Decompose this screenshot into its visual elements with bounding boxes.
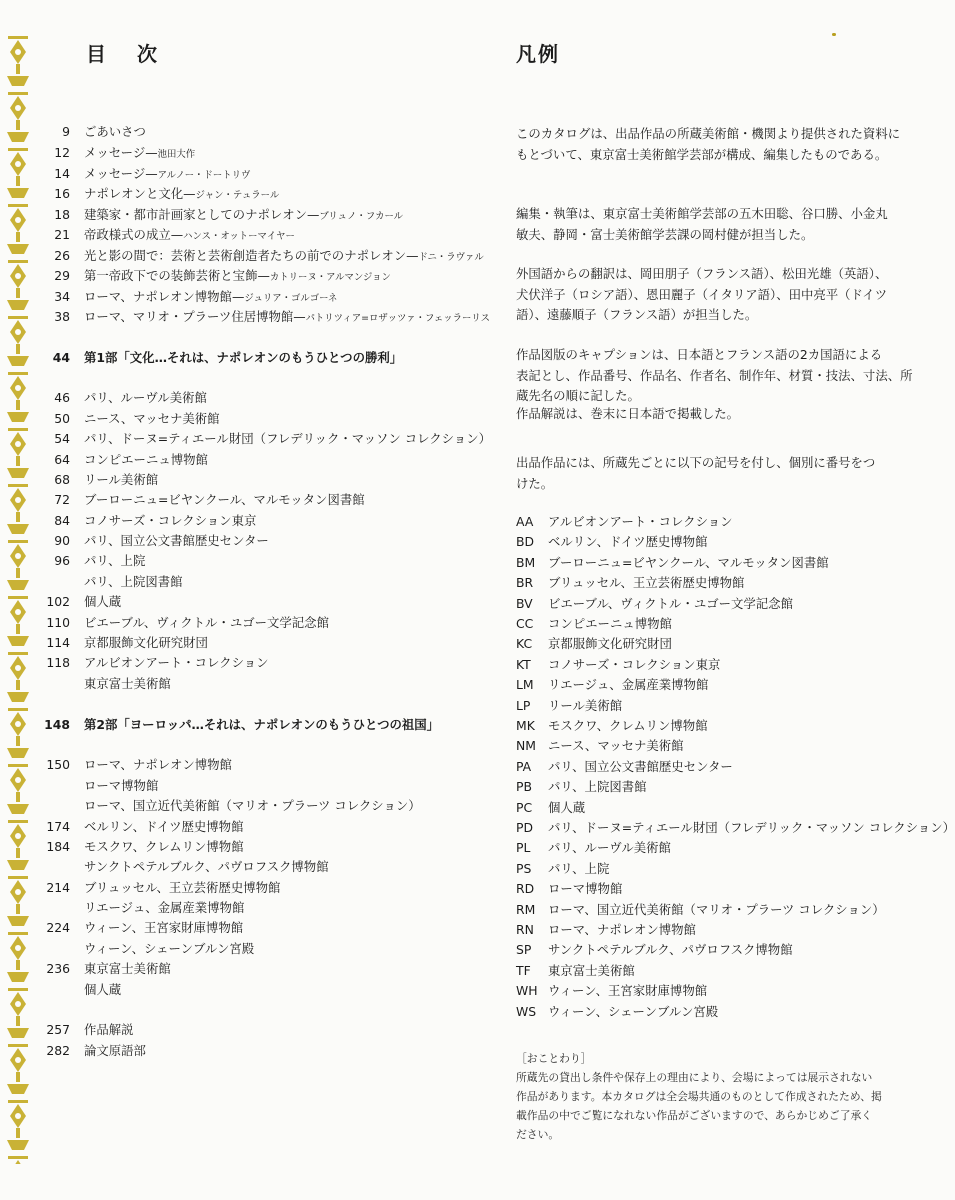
toc-page-number: 236 [46,961,70,976]
legend-paragraph-line: けた。 [516,475,554,491]
collection-code-row [516,716,708,736]
toc-entry-title: ベルリン、ドイツ歴史博物館 [84,819,244,834]
toc-entry-title: 第1部「文化…それは、ナポレオンのもうひとつの勝利」 [84,350,403,365]
collection-code-row [516,900,885,920]
legend-paragraph [516,204,888,245]
toc-entry [36,817,243,837]
collection-name: コノサーズ・コレクション東京 [548,656,721,672]
toc-entry-title: コンピエーニュ博物館 [84,452,208,467]
disclaimer-line: 載作品の中でご覧になれない作品がございますので、あらかじめご了承く [516,1109,873,1122]
collection-name: ビエーブル、ヴィクトル・ユゴー文学記念館 [548,595,793,611]
collection-name: 京都服飾文化研究財団 [548,636,672,652]
collection-name: パリ、上院 [548,860,610,876]
collection-code-row [516,634,672,654]
toc-page-number: 34 [54,289,70,304]
disclaimer-heading: ［おことわり］ [516,1052,592,1065]
collection-code: BM [516,554,536,570]
toc-entry [36,1041,146,1061]
toc-entry-title: パリ、上院 [84,553,146,568]
legend-paragraph-line: 編集・執筆は、東京富士美術館学芸部の五木田聡、谷口勝、小金丸 [516,206,888,221]
toc-entry-title: 京都服飾文化研究財団 [84,635,208,650]
toc-entry-author: アルノー・ドートリヴ [157,170,251,181]
toc-page-number: 257 [46,1022,70,1037]
toc-entry [36,266,391,286]
disclaimer-line: 作品があります。本カタログは全会場共通のものとして作成されたため、掲 [516,1090,882,1103]
collection-code-row [516,818,955,838]
toc-entry-title: ニース、マッセナ美術館 [84,411,220,426]
collection-code: MK [516,718,535,733]
collection-code: PD [516,820,534,835]
toc-entry-author: ジュリア・ゴルゴーネ [244,293,338,304]
toc-entry-title: 作品解説 [84,1022,134,1037]
collection-code: SP [516,942,532,958]
legend-paragraph-line: 作品解説は、巻末に日本語で掲載した。 [516,406,740,421]
legend-paragraph [516,264,887,326]
collection-code: PL [516,840,531,856]
collection-code-row [516,859,609,879]
collection-code: WH [516,983,538,999]
collection-code: PC [516,799,533,815]
collection-name: ブリュッセル、王立芸術歴史博物館 [548,575,745,591]
collection-code-row [516,553,829,573]
collection-name: ウィーン、王宮家財庫博物館 [548,983,708,999]
toc-entry-title: ウィーン、シェーンブルン宮殿 [84,941,255,956]
ornament-pattern-icon [4,34,32,1164]
toc-entry-title: メッセージ— [84,145,158,160]
collection-code: CC [516,616,534,631]
toc-entry [36,287,337,307]
collection-name: 東京富士美術館 [548,962,635,978]
legend-paragraph-line: 語）、遠藤順子（フランス語）が担当した。 [516,307,758,322]
toc-entry-title: リール美術館 [84,472,159,487]
toc-page-number: 114 [46,635,70,650]
toc-entry-title: ローマ、国立近代美術館（マリオ・プラーツ コレクション） [84,798,421,813]
toc-page-number: 96 [54,553,70,568]
toc-entry [36,205,403,225]
toc-page-number: 12 [54,145,70,160]
toc-entry [36,470,158,490]
collection-name: モスクワ、クレムリン博物館 [548,718,708,733]
toc-entry-title: リエージュ、金属産業博物館 [84,900,245,915]
toc-entry-title: ローマ、ナポレオン博物館 [84,757,232,772]
toc-entry [36,409,220,429]
toc-entry-title: ローマ博物館 [84,778,159,793]
legend-paragraph [516,404,739,425]
toc-page-number: 282 [46,1043,70,1058]
toc-page-number: 16 [54,186,70,201]
collection-code-row [516,777,647,797]
collection-name: リエージュ、金属産業博物館 [548,677,709,693]
toc-entry-author: 池田大作 [157,149,196,160]
toc-entry [36,878,280,898]
toc-entry [36,225,295,245]
toc-entry-title: ブリュッセル、王立芸術歴史博物館 [84,880,281,895]
collection-code-row [516,594,793,614]
toc-page-number: 102 [46,594,70,609]
toc-entry [36,898,244,918]
collection-code-row [516,736,684,756]
collection-code: BR [516,575,534,591]
toc-entry-author: ジャン・テュラール [195,190,280,201]
toc-page-number: 90 [54,533,70,548]
toc-page-number: 44 [52,350,70,365]
legend-paragraph-line: 蔵先名の順に記した。 [516,388,640,403]
toc-page-number: 46 [54,390,70,405]
toc-entry [36,490,365,510]
toc-entry [36,348,402,368]
collection-code: BD [516,534,535,550]
toc-entry [36,450,208,470]
toc-page-number: 21 [54,227,70,242]
toc-entry-title: 東京富士美術館 [84,961,171,976]
toc-entry-title: サンクトペテルブルク、パヴロフスク博物館 [84,859,329,874]
collection-name: パリ、ドーヌ=ティエール財団（フレデリック・マッソン コレクション） [548,820,955,835]
disclaimer-line: 所蔵先の貸出し条件や保存上の理由により、会場によっては展示されない [516,1071,873,1084]
toc-page-number: 29 [54,268,70,283]
toc-entry-title: 帝政様式の成立— [84,227,184,242]
toc-entry [36,388,207,408]
toc-entry-title: 論文原語部 [84,1043,146,1058]
toc-entry-title: ブーローニュ=ビヤンクール、マルモッタン図書館 [84,492,365,507]
collection-code-row [516,532,707,552]
toc-entry [36,755,232,775]
collection-code-row [516,757,733,777]
toc-entry [36,164,250,184]
collection-code-row [516,655,720,675]
collection-name: コンピエーニュ博物館 [548,616,672,631]
toc-entry [36,959,171,979]
disclaimer-line: ださい。 [516,1128,560,1141]
toc-page-number: 224 [46,920,70,935]
legend-title: 凡例 [516,42,560,66]
collection-name: ニース、マッセナ美術館 [548,738,684,754]
collection-code-row [516,675,708,695]
toc-page-number: 72 [54,492,70,507]
toc-entry-title: ビエーブル、ヴィクトル・ユゴー文学記念館 [84,615,329,630]
collection-name: アルビオンアート・コレクション [548,514,733,529]
toc-entry-title: 個人蔵 [84,594,122,609]
toc-entry-title: パリ、国立公文書館歴史センター [84,533,269,548]
toc-entry-author: ドニ・ラヴァル [418,252,484,263]
toc-entry-title: メッセージ— [84,166,158,181]
legend-paragraph-line: 表記とし、作品番号、作品名、作者名、制作年、材質・技法、寸法、所 [516,367,913,383]
disclaimer-note [516,1049,882,1144]
collection-code-row [516,573,744,593]
toc-page-number: 18 [54,207,70,222]
toc-entry-title: ローマ、ナポレオン博物館— [84,289,245,304]
toc-entry [36,531,269,551]
collection-code: BV [516,595,533,611]
legend-paragraph [516,453,875,494]
toc-entry [36,592,121,612]
toc-page-number: 68 [54,472,70,487]
toc-page-number: 184 [46,839,70,854]
toc-entry [36,715,439,735]
toc-page-number: 118 [46,655,70,670]
toc-entry-title: 東京富士美術館 [84,676,171,691]
collection-code: RN [516,922,534,937]
toc-entry-title: ローマ、マリオ・プラーツ住居博物館— [84,309,306,324]
toc-entry [36,143,195,163]
toc-entry-title: ナポレオンと文化— [84,186,196,201]
collection-code-row [516,961,635,981]
collection-code: WS [516,1003,537,1019]
toc-page-number: 26 [54,248,70,263]
toc-entry [36,246,484,266]
collection-name: サンクトペテルブルク、パヴロフスク博物館 [548,942,793,958]
toc-entry-title: パリ、上院図書館 [84,574,183,589]
toc-entry-author: ブリュノ・フカール [319,211,404,222]
toc-entry [36,511,256,531]
toc-entry [36,776,158,796]
toc-entry [36,918,243,938]
collection-code: RM [516,901,536,917]
toc-page-number: 64 [54,452,70,467]
toc-page-number: 148 [44,717,70,732]
collection-code-row [516,838,671,858]
toc-page-number: 214 [46,880,70,895]
toc-entry [36,653,269,673]
collection-name: ローマ、ナポレオン博物館 [548,922,696,937]
toc-page-number: 54 [54,431,70,446]
toc-entry [36,572,183,592]
collection-code-row [516,614,672,634]
legend-paragraph-line: 作品図版のキャプションは、日本語とフランス語の2カ国語による [516,347,883,362]
toc-entry-author: ハンス・オットーマイヤー [183,231,295,242]
collection-name: ローマ博物館 [548,881,623,897]
toc-entry [36,837,244,857]
toc-entry-title: 第2部「ヨーロッパ…それは、ナポレオンのもうひとつの祖国」 [84,717,440,732]
toc-page-number: 110 [46,615,70,630]
collection-name: ベルリン、ドイツ歴史博物館 [548,534,708,550]
collection-code-row [516,696,622,716]
toc-entry-title: 光と影の間で：芸術と芸術創造者たちの前でのナポレオン— [84,248,419,263]
toc-entry-author: パトリツィア=ロザッツァ・フェッラーリス [305,313,490,324]
collection-code-row [516,920,696,940]
toc-title: 目 次 [86,42,169,66]
toc-entry [36,429,491,449]
collection-code: RD [516,881,535,897]
legend-paragraph-line: 敏夫、静岡・富士美術館学芸課の岡村健が担当した。 [516,226,814,242]
toc-entry [36,939,254,959]
collection-code-row [516,940,793,960]
toc-entry-title: コノサーズ・コレクション東京 [84,513,257,528]
toc-page-number: 14 [54,166,70,181]
toc-entry [36,184,279,204]
collection-code: KT [516,656,531,672]
toc-page-number: 38 [54,309,70,324]
toc-entry [36,674,171,694]
toc-page-number: 84 [54,513,70,528]
collection-code: KC [516,636,533,652]
collection-code-row [516,981,707,1001]
collection-code: TF [516,962,531,978]
legend-paragraph [516,345,913,407]
toc-entry-title: 第一帝政下での装飾芸術と宝飾— [84,268,270,283]
collection-code-row [516,879,622,899]
toc-entry [36,633,208,653]
collection-code-row [516,798,585,818]
collection-code: LM [516,677,534,693]
collection-name: リール美術館 [548,697,623,713]
toc-entry [36,1020,134,1040]
legend-paragraph-line: もとづいて、東京富士美術館学芸部が構成、編集したものである。 [516,146,888,162]
collection-code: NM [516,738,536,754]
toc-page-number: 9 [62,124,70,139]
print-mark [832,33,836,36]
decorative-border [0,0,34,1200]
legend-paragraph-line: このカタログは、出品作品の所蔵美術館・機関より提供された資料に [516,126,901,141]
collection-name: ブーローニュ=ビヤンクール、マルモッタン図書館 [548,554,829,570]
collection-name: パリ、上院図書館 [548,779,647,795]
toc-entry-title: パリ、ドーヌ=ティエール財団（フレデリック・マッソン コレクション） [84,431,491,446]
toc-page-number: 50 [54,411,70,426]
toc-entry-title: 個人蔵 [84,982,122,997]
toc-entry-title: モスクワ、クレムリン博物館 [84,839,244,854]
toc-entry-title: アルビオンアート・コレクション [84,655,269,670]
collection-code-row [516,1002,718,1022]
toc-entry-title: ごあいさつ [84,124,146,139]
collection-code: PS [516,860,532,876]
toc-entry-title: パリ、ルーヴル美術館 [84,390,207,405]
toc-page-number: 174 [46,819,70,834]
toc-entry [36,551,145,571]
legend-paragraph [516,124,900,165]
collection-code: PB [516,779,532,795]
toc-entry [36,796,421,816]
toc-entry [36,613,329,633]
collection-code-row [516,512,733,532]
toc-entry [36,980,121,1000]
toc-entry-author: カトリーヌ・アルマンジョン [269,272,391,283]
collection-name: ウィーン、シェーンブルン宮殿 [548,1003,719,1019]
collection-code: AA [516,514,534,529]
toc-entry [36,307,490,327]
collection-code: LP [516,697,531,713]
toc-page-number: 150 [46,757,70,772]
collection-name: パリ、ルーヴル美術館 [548,840,671,856]
toc-entry [36,857,329,877]
toc-entry-title: ウィーン、王宮家財庫博物館 [84,920,244,935]
collection-code: PA [516,758,532,774]
legend-paragraph-line: 出品作品には、所蔵先ごとに以下の記号を付し、個別に番号をつ [516,455,876,470]
collection-name: 個人蔵 [548,799,586,815]
collection-name: パリ、国立公文書館歴史センター [548,758,733,774]
toc-entry [36,122,146,142]
toc-entry-title: 建築家・都市計画家としてのナポレオン— [84,207,320,222]
legend-paragraph-line: 外国語からの翻訳は、岡田朋子（フランス語）、松田光雄（英語）、 [516,266,888,281]
legend-paragraph-line: 犬伏洋子（ロシア語）、恩田麗子（イタリア語）、田中亮平（ドイツ [516,286,888,302]
collection-name: ローマ、国立近代美術館（マリオ・プラーツ コレクション） [548,901,885,917]
